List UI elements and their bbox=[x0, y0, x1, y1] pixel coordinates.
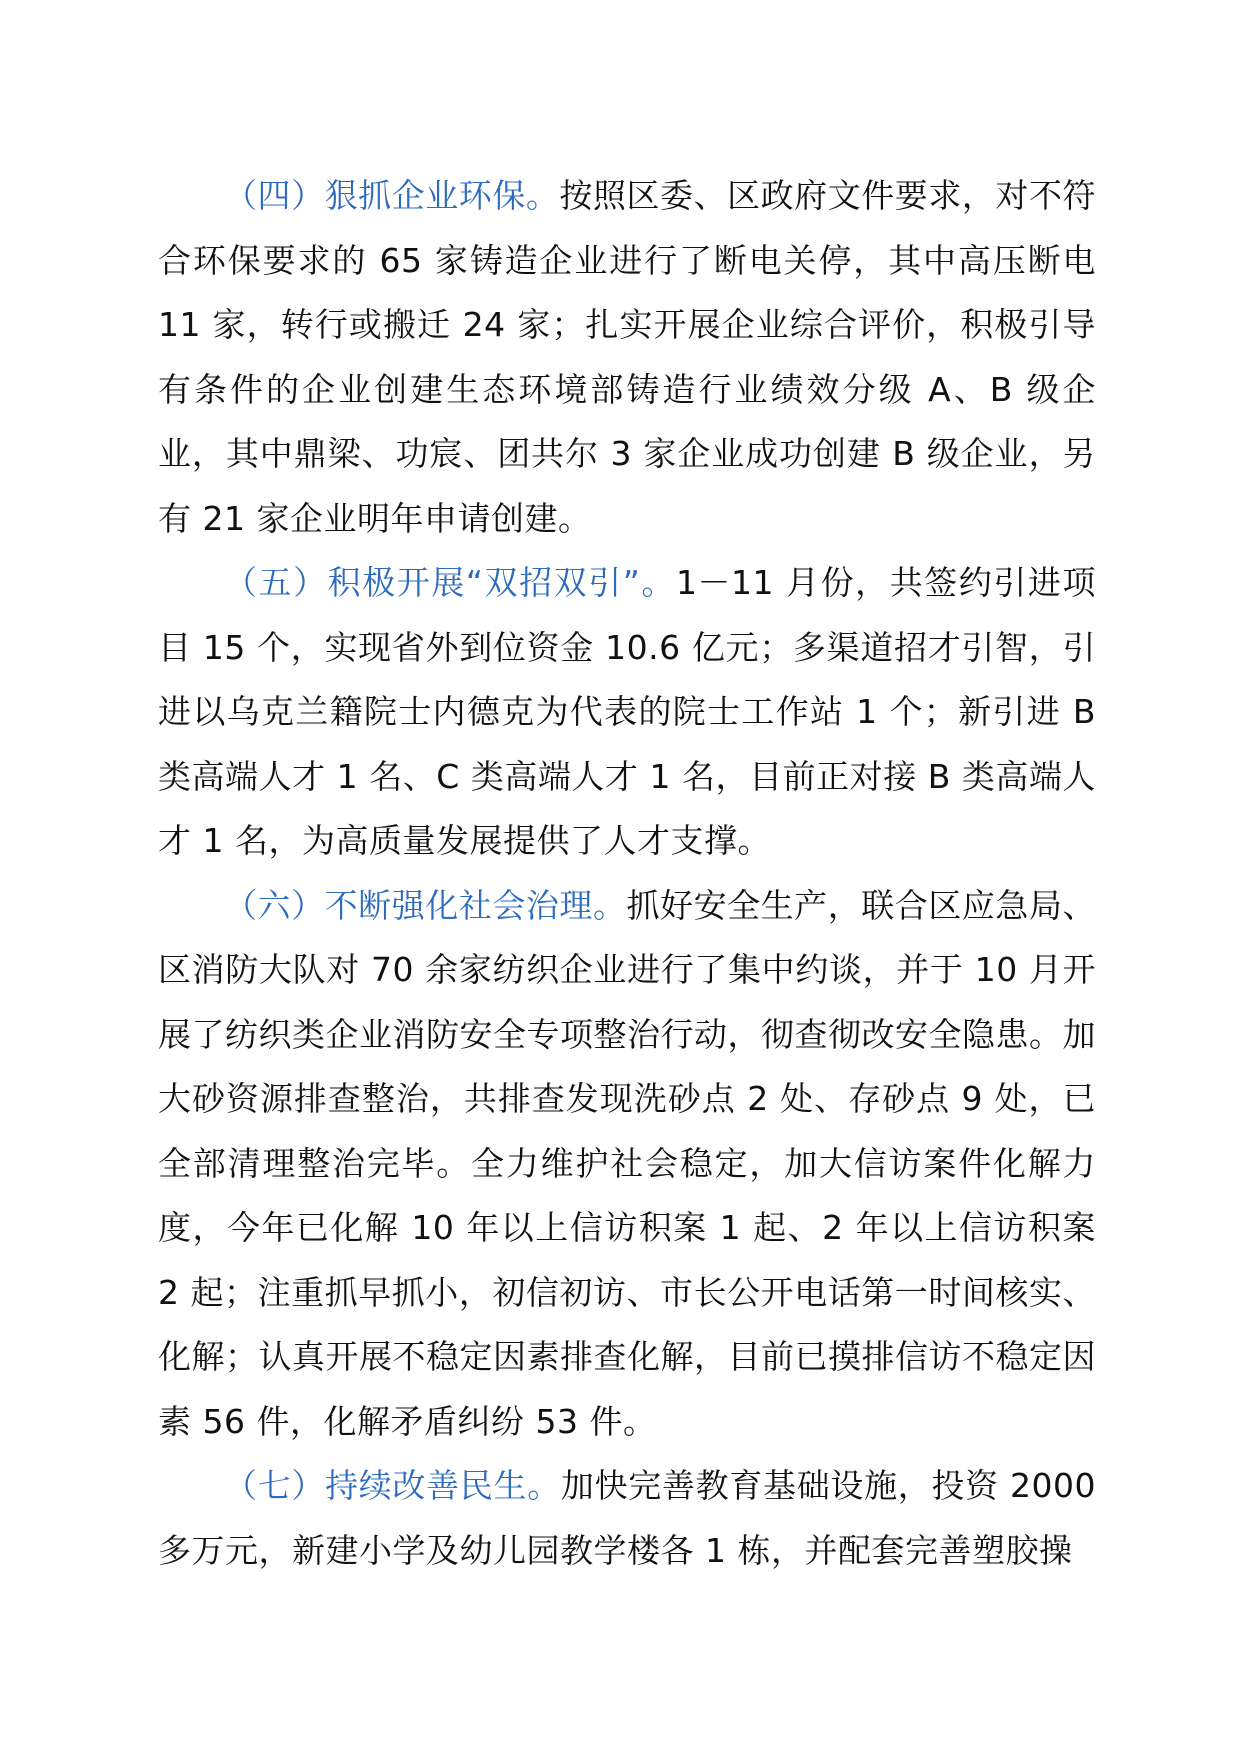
paragraph-environmental-protection bbox=[158, 164, 1096, 551]
paragraph-body: 按照区委、区政府文件要求，对不符合环保要求的 65 家铸造企业进行了断电关停，其中高压断电 11 家，转行或搬迁 24 家；扎实开展企业综合评价，积极引导有条件的企业创建生态环境部铸造行业绩效分级 A、B 级企业，其中鼎梁、功宸、团共尔 3 家企业成功创建 B 级企业，另有 21 家企业明年申请创建。 bbox=[158, 176, 1097, 538]
paragraph-body: 加快完善教育基础设施，投资 2000 多万元，新建小学及幼儿园教学楼各 1 栋，并配套完善塑胶操 bbox=[158, 1466, 1096, 1570]
document-page bbox=[158, 164, 1096, 1583]
paragraph-body: 抓好安全生产，联合区应急局、区消防大队对 70 余家纺织企业进行了集中约谈，并于 10 月开展了纺织类企业消防安全专项整治行动，彻查彻改安全隐患。加大砂资源排查整治，共排查发现洗砂点 2 处、存砂点 9 处，已全部清理整治完毕。全力维护社会稳定，加大信访案件化解力度，今年已化解 10 年以上信访积案 1 起、2 年以上信访积案 2 起；注重抓早抓小，初信初访、市长公开电话第一时间核实、化解；认真开展不稳定因素排查化解，目前已摸排信访不稳定因素 56 件，化解矛盾纠纷 53 件。 bbox=[158, 885, 1097, 1441]
paragraph-body: 1－11 月份，共签约引进项目 15 个，实现省外到位资金 10.6 亿元；多渠道招才引智，引进以乌克兰籍院士内德克为代表的院士工作站 1 个；新引进 B 类高端人才 1 名、C 类高端人才 1 名，目前正对接 B 类高端人才 1 名，为高质量发展提供了人才支撑。 bbox=[158, 563, 1096, 860]
section-heading: （四）狠抓企业环保。 bbox=[224, 176, 560, 215]
section-heading: （七）持续改善民生。 bbox=[224, 1466, 561, 1505]
paragraph-livelihood bbox=[158, 1454, 1096, 1583]
paragraph-social-governance bbox=[158, 874, 1096, 1455]
section-heading: （五）积极开展“双招双引”。 bbox=[224, 563, 676, 602]
paragraph-investment-talent bbox=[158, 551, 1096, 874]
section-heading: （六）不断强化社会治理。 bbox=[224, 885, 627, 925]
